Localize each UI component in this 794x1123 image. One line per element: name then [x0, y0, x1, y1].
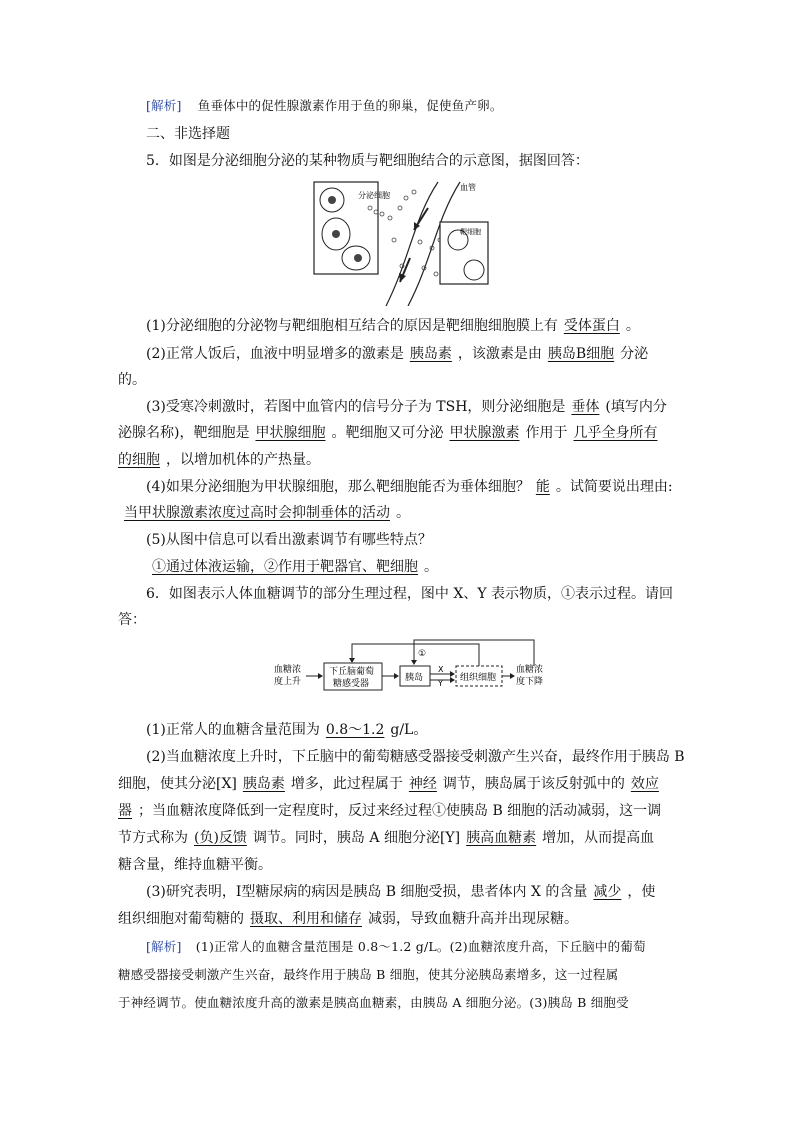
q6-part3-line2 [118, 909, 578, 929]
text: 组织细胞对葡萄糖的 [118, 911, 244, 927]
start-label-2: 度上升 [274, 677, 302, 687]
text: (1)正常人的血糖含量范围为 [146, 722, 320, 738]
answer: 神经 [408, 776, 437, 792]
end-label-1: 血糖浓 [516, 665, 544, 675]
answer: 当甲状腺激素浓度过高时会抑制垂体的活动 [124, 505, 390, 521]
text: 作用于 [525, 425, 568, 441]
end-label-2: 度下降 [516, 677, 544, 687]
q6-part3 [146, 882, 655, 902]
answer: 胰岛B细胞 [547, 346, 615, 362]
text: (3)研究表明，Ⅰ型糖尿病的病因是胰岛 B 细胞受损，患者体内 X 的含量 [146, 884, 588, 900]
answer: 能 [535, 479, 550, 495]
q5-part5-answer-line [146, 557, 438, 577]
analysis-text: (1)正常人的血糖含量范围是 0.8～1.2 g/L。(2)血糖浓度升高，下丘脑中的葡萄 [195, 939, 646, 954]
analysis2-line1 [146, 937, 646, 957]
text: (2)正常人饭后，血液中明显增多的激素是 [146, 346, 404, 362]
answer: 垂体 [571, 399, 600, 415]
text: 。 [396, 505, 410, 521]
answer: 甲状腺细胞 [255, 425, 326, 441]
box1-line2: 糖感受器 [333, 679, 370, 689]
label-x: X [438, 665, 444, 674]
q6-part2-line4 [118, 828, 654, 848]
answer: ①通过体液运输，②作用于靶器官、靶细胞 [152, 559, 418, 575]
label-vessel: 血管 [460, 183, 476, 192]
answer: 0.8～1.2 [325, 722, 385, 738]
analysis-tag: [解析] [146, 939, 182, 954]
text: 分泌 [620, 346, 649, 362]
analysis-text: 鱼垂体中的促性腺激素作用于鱼的卵巢，促使鱼产卵。 [197, 98, 503, 113]
q6-part2-line5: 糖含量，维持血糖平衡。 [118, 857, 272, 873]
q5-part3-line2 [118, 423, 663, 443]
q6-part1 [146, 720, 427, 740]
text: 调节，胰岛属于该反射弧中的 [442, 776, 625, 792]
section-title: 二、非选择题 [146, 126, 230, 142]
q5-part3 [146, 397, 667, 417]
text: ；当血糖浓度降低到一定程度时，反过来经过程①使胰岛 B 细胞的活动减弱，这一调 [138, 803, 662, 819]
analysis-tag: [解析] [146, 98, 182, 113]
text: 。 [625, 318, 640, 334]
box3-label: 组织细胞 [460, 673, 497, 683]
text: ，使 [627, 884, 656, 900]
label-y: Y [438, 679, 443, 688]
start-label-1: 血糖浓 [274, 665, 302, 675]
box2-label: 胰岛 [405, 673, 424, 683]
q6-part2: (2)当血糖浓度上升时，下丘脑中的葡萄糖感受器接受刺激产生兴奋，最终作用于胰岛 B [146, 749, 685, 765]
text: 增多，此过程属于 [290, 776, 403, 792]
analysis-line [146, 96, 503, 116]
text: (1)分泌细胞的分泌物与靶细胞相互结合的原因是靶细胞细胞膜上有 [146, 318, 558, 334]
analysis2-line2: 糖感受器接受刺激产生兴奋，最终作用于胰岛 B 细胞，使其分泌胰岛素增多，这一过程属 [118, 967, 619, 982]
answer: (负)反馈 [194, 830, 247, 846]
q6-stem: 6．如图表示人体血糖调节的部分生理过程，图中 X、Y 表示物质，①表示过程。请回 [146, 586, 674, 602]
q6-part2-line3 [118, 801, 661, 821]
text: 调节。同时，胰岛 A 细胞分泌[Y] [252, 830, 461, 846]
text: (4)如果分泌细胞为甲状腺细胞，那么靶细胞能否为垂体细胞？ [146, 479, 530, 495]
answer: 甲状腺激素 [449, 425, 520, 441]
text: (填写内分 [605, 399, 667, 415]
analysis2-line3: 于神经调节。使血糖浓度升高的激素是胰高血糖素，由胰岛 A 细胞分泌。(3)胰岛 B 细胞受 [118, 995, 629, 1010]
answer: 胰岛素 [409, 346, 452, 362]
answer: 受体蛋白 [563, 318, 620, 334]
process-1-label: ① [418, 649, 427, 659]
text: (3)受寒冷刺激时，若图中血管内的信号分子为 TSH，则分泌细胞是 [146, 399, 566, 415]
text: 减弱，导致血糖升高并出现尿糖。 [368, 911, 578, 927]
box1-line1: 下丘脑葡萄 [329, 667, 375, 677]
q5-part1 [146, 316, 640, 336]
q5-part2-cont: 的。 [118, 372, 146, 388]
text: 。靶细胞又可分泌 [331, 425, 444, 441]
q6-part2-line2 [118, 774, 665, 794]
text: ，以增加机体的产热量。 [166, 452, 320, 468]
answer: 的细胞 [118, 452, 160, 468]
q5-figure [310, 178, 490, 306]
text: 细胞，使其分泌[X] [118, 776, 237, 792]
answer: 效应 [630, 776, 659, 792]
answer: 器 [118, 803, 132, 819]
q5-part4 [146, 477, 673, 497]
text: ，该激素是由 [457, 346, 542, 362]
answer: 胰高血糖素 [466, 830, 537, 846]
q5-stem: 5．如图是分泌细胞分泌的某种物质与靶细胞结合的示意图，据图回答： [146, 153, 589, 169]
label-secretory: 分泌细胞 [358, 191, 390, 200]
q5-part5: (5)从图中信息可以看出激素调节有哪些特点？ [146, 532, 432, 548]
answer: 几乎全身所有 [573, 425, 658, 441]
q5-part4-line2 [118, 503, 410, 523]
text: 。试简要说出理由: [555, 479, 673, 495]
text: 泌腺名称)，靶细胞是 [118, 425, 250, 441]
q6-flow-diagram [272, 638, 548, 698]
q5-part3-line3 [118, 450, 320, 470]
text: 。 [424, 559, 438, 575]
text: 增加，从而提高血 [542, 830, 655, 846]
q5-part2 [146, 344, 648, 364]
label-target: 靶细胞 [460, 228, 481, 236]
text: g/L。 [390, 722, 428, 738]
text: 节方式称为 [118, 830, 188, 846]
answer: 摄取、利用和储存 [250, 911, 362, 927]
answer: 减少 [593, 884, 622, 900]
answer: 胰岛素 [242, 776, 285, 792]
q6-stem-cont: 答： [118, 612, 146, 628]
